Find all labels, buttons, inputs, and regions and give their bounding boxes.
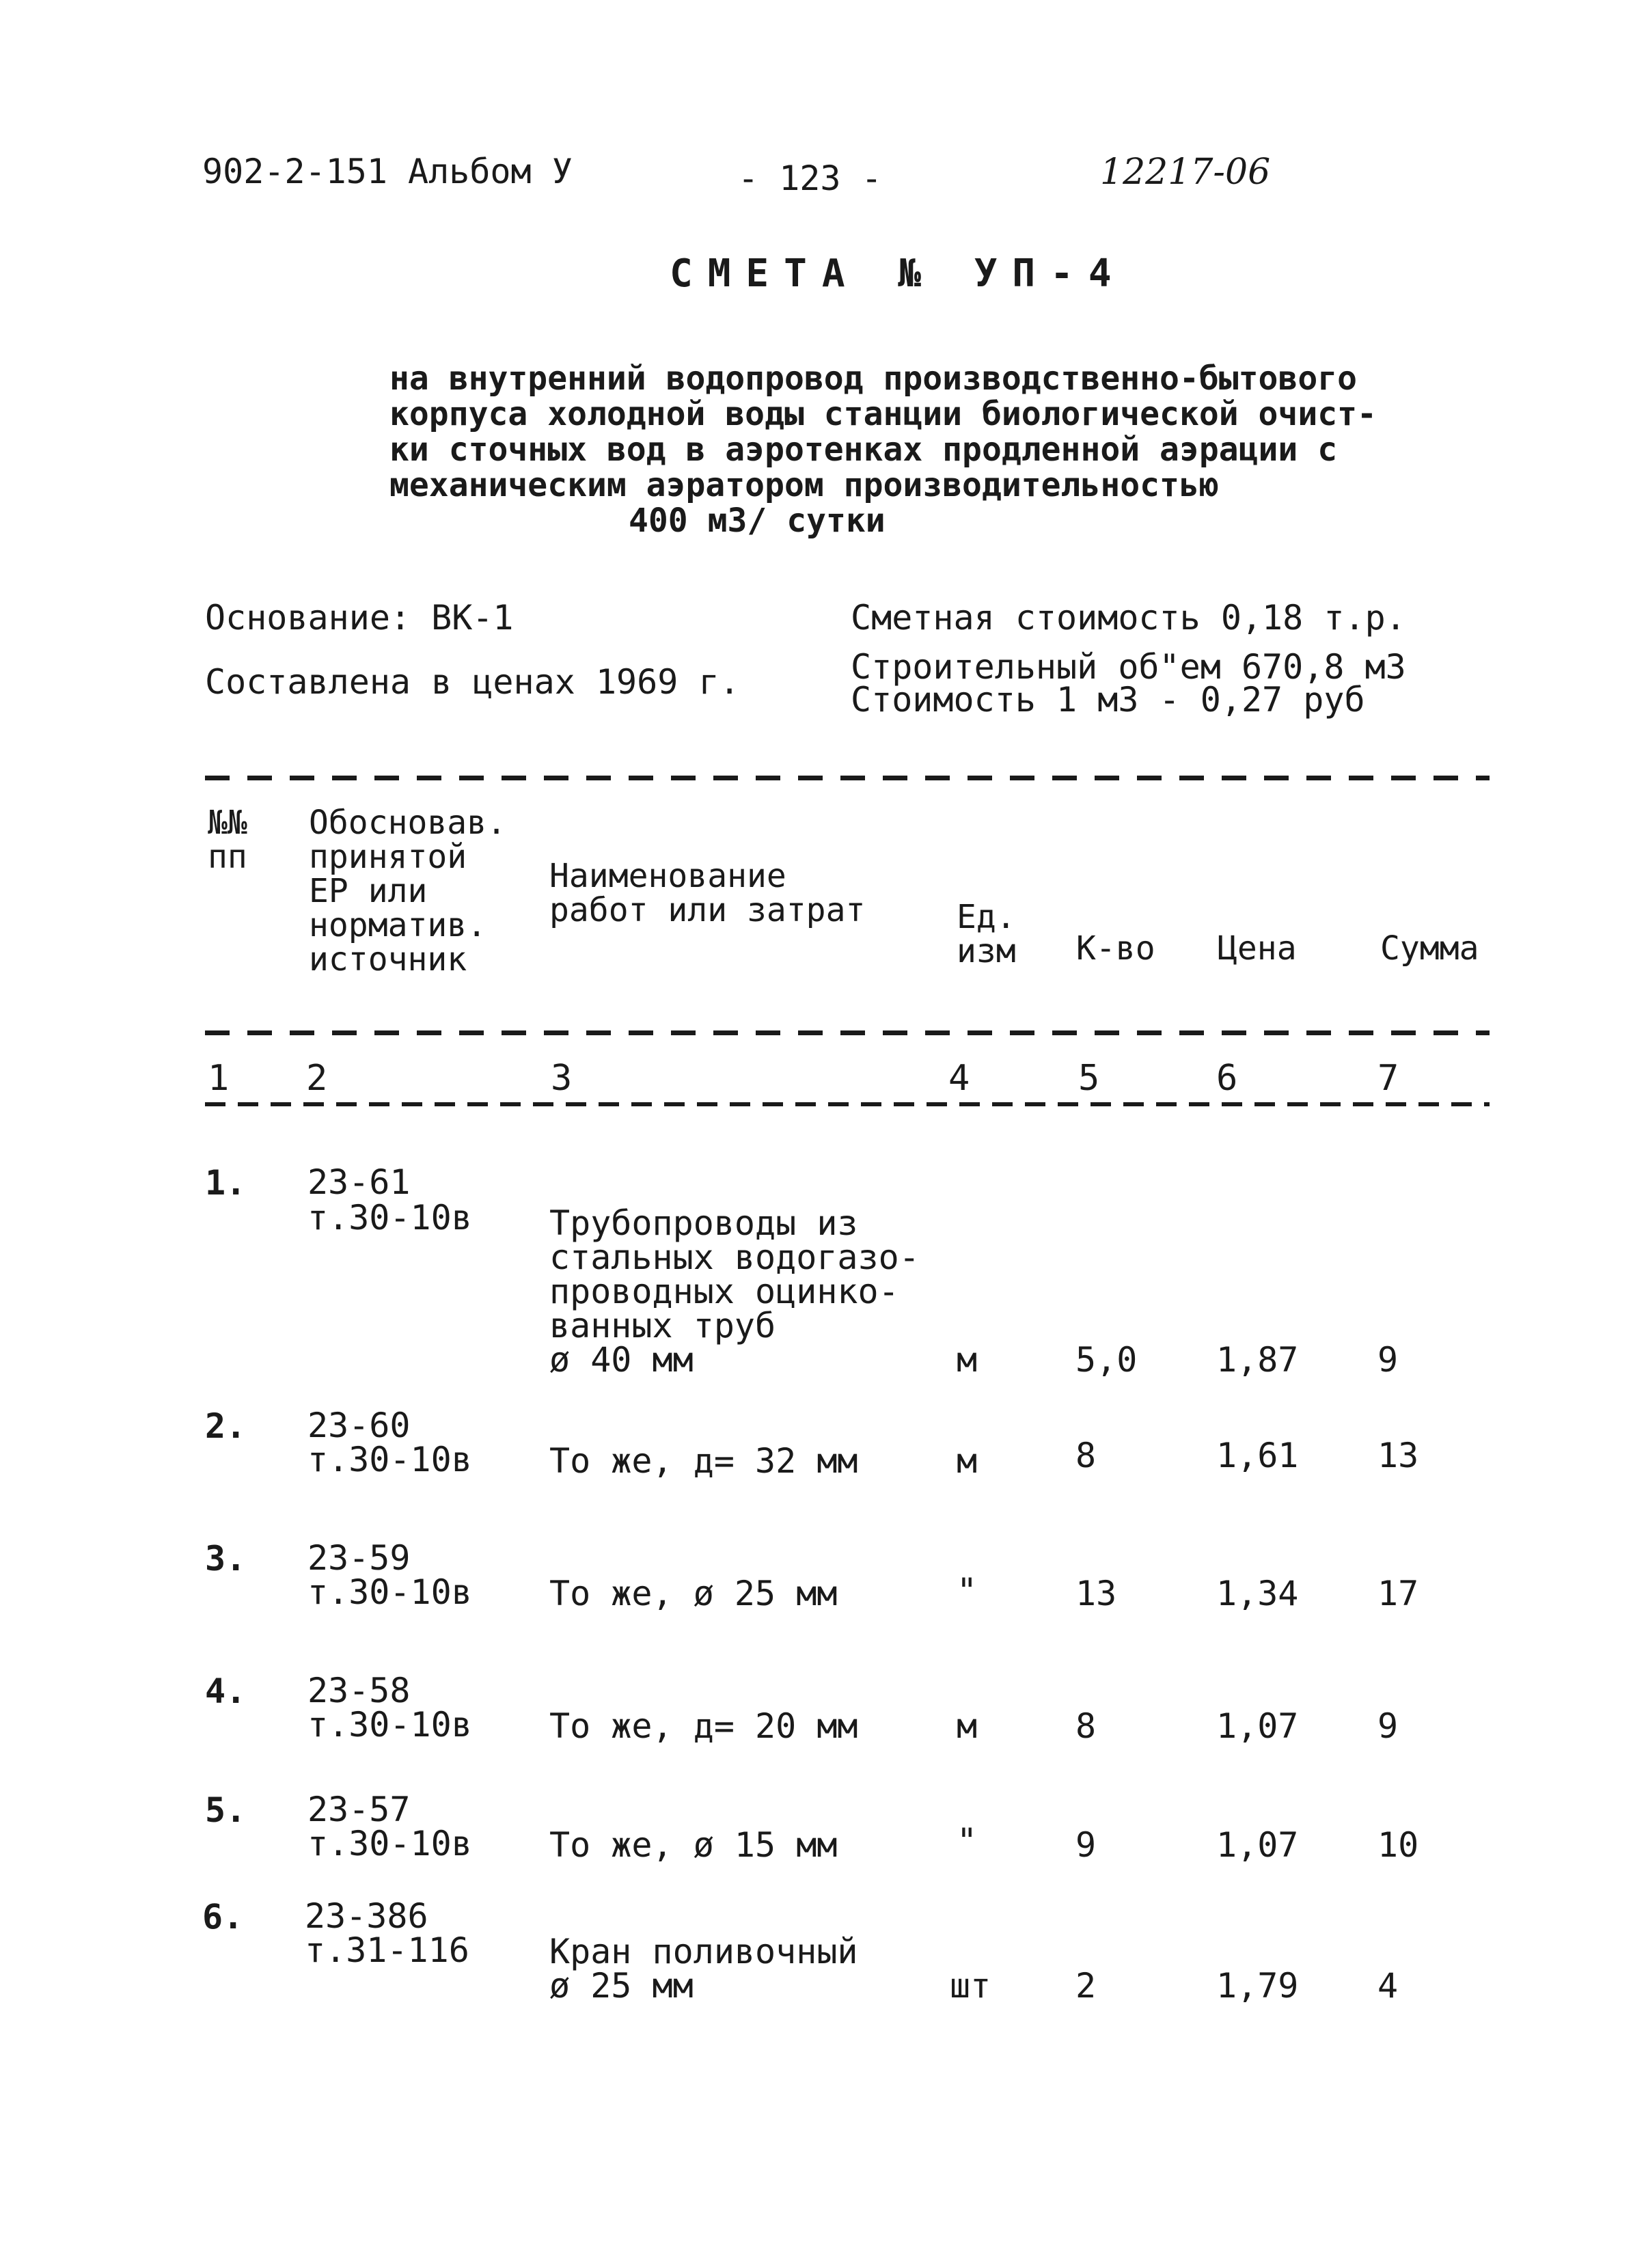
row-unit: м: [957, 1340, 978, 1380]
table-header-rule: [205, 1030, 1490, 1035]
row-name-line: То же, ø 25 мм: [549, 1574, 838, 1613]
column-number-5: 5: [1078, 1058, 1100, 1099]
column-number-6: 6: [1216, 1058, 1238, 1099]
description-line-4: механическим аэратором производительностью: [389, 466, 1219, 504]
column-number-4: 4: [948, 1058, 970, 1099]
row-quantity: 5,0: [1075, 1340, 1138, 1380]
row-quantity: 9: [1075, 1825, 1097, 1865]
row-price: 1,79: [1216, 1966, 1299, 2006]
header-basis-1: Обосновав.: [309, 804, 506, 842]
row-sum: 9: [1377, 1340, 1399, 1380]
row-price: 1,34: [1216, 1574, 1299, 1613]
description-line-5: 400 м3/ сутки: [629, 502, 886, 540]
unit-cost: Стоимость 1 м3 - 0,27 руб: [851, 680, 1365, 720]
header-name-1: Наименование: [549, 857, 786, 895]
row-name-line: Трубопроводы из: [549, 1203, 858, 1243]
price-level: Составлена в ценах 1969 г.: [205, 662, 740, 702]
row-basis-table: т.30-10в: [307, 1824, 472, 1863]
construction-volume: Строительный об"ем 670,8 м3: [851, 647, 1406, 687]
row-name-line: стальных водогазо-: [549, 1238, 920, 1277]
row-basis-table: т.30-10в: [307, 1440, 472, 1479]
row-sum: 17: [1377, 1574, 1419, 1613]
row-price: 1,07: [1216, 1706, 1299, 1746]
row-number: 2.: [205, 1406, 247, 1446]
row-basis-code: 23-386: [305, 1896, 428, 1936]
row-name-line: То же, д= 20 мм: [549, 1706, 858, 1746]
header-sum: Сумма: [1380, 929, 1479, 968]
document-reference: 902-2-151 Альбом У: [202, 152, 573, 191]
row-sum: 4: [1377, 1966, 1399, 2006]
row-unit: шт: [950, 1966, 991, 2006]
estimate-basis: Основание: ВК-1: [205, 598, 514, 638]
page-number: - 123 -: [738, 159, 882, 198]
row-quantity: 8: [1075, 1436, 1097, 1475]
estimated-cost: Сметная стоимость 0,18 т.р.: [851, 598, 1406, 638]
row-basis-code: 23-57: [307, 1790, 411, 1829]
column-number-7: 7: [1377, 1058, 1399, 1099]
row-price: 1,87: [1216, 1340, 1299, 1380]
column-number-3: 3: [551, 1058, 573, 1099]
row-unit: м: [957, 1706, 978, 1746]
row-price: 1,07: [1216, 1825, 1299, 1865]
row-name-line: То же, д= 32 мм: [549, 1441, 858, 1481]
handwritten-code: 12217-06: [1100, 152, 1271, 193]
row-unit: ": [957, 1821, 978, 1861]
row-basis-table: т.30-10в: [307, 1198, 472, 1238]
row-basis-table: т.30-10в: [307, 1572, 472, 1612]
header-basis-2: принятой: [309, 838, 467, 876]
table-top-rule: [205, 776, 1490, 780]
row-name-line: ø 25 мм: [549, 1966, 694, 2006]
estimate-title: СМЕТА № УП-4: [670, 251, 1127, 296]
row-sum: 9: [1377, 1706, 1399, 1746]
header-name-2: работ или затрат: [549, 891, 866, 929]
row-number: 5.: [205, 1790, 247, 1830]
row-basis-table: т.30-10в: [307, 1705, 472, 1745]
row-name-line: проводных оцинко-: [549, 1272, 899, 1311]
header-unit-2: изм: [957, 932, 1016, 970]
description-line-1: на внутренний водопровод производственно-бытового: [389, 359, 1358, 398]
row-basis-code: 23-59: [307, 1538, 411, 1578]
row-number: 3.: [205, 1539, 247, 1579]
row-name-line: То же, ø 15 мм: [549, 1825, 838, 1865]
row-quantity: 2: [1075, 1966, 1097, 2006]
row-name-line: ванных труб: [549, 1306, 776, 1345]
description-line-2: корпуса холодной воды станции биологической очист-: [389, 395, 1377, 433]
header-basis-3: ЕР или: [309, 872, 428, 910]
row-basis-code: 23-60: [307, 1406, 411, 1445]
row-unit: м: [957, 1441, 978, 1481]
header-num-1: №№: [208, 804, 247, 842]
header-qty: К-во: [1076, 929, 1155, 968]
column-number-2: 2: [306, 1058, 328, 1099]
row-basis-code: 23-61: [307, 1162, 411, 1202]
header-price: Цена: [1218, 929, 1297, 968]
header-num-2: пп: [208, 838, 247, 876]
column-numbers-rule: [205, 1102, 1490, 1106]
row-number: 1.: [205, 1163, 247, 1203]
row-quantity: 13: [1075, 1574, 1117, 1613]
row-sum: 10: [1377, 1825, 1419, 1865]
row-name-line: ø 40 мм: [549, 1340, 694, 1380]
row-sum: 13: [1377, 1436, 1419, 1475]
header-unit-1: Ед.: [957, 898, 1016, 936]
row-price: 1,61: [1216, 1436, 1299, 1475]
row-number: 6.: [202, 1897, 244, 1937]
row-name-line: Кран поливочный: [549, 1932, 858, 1971]
row-basis-table: т.31-116: [305, 1930, 469, 1970]
row-quantity: 8: [1075, 1706, 1097, 1746]
header-basis-5: источник: [309, 940, 467, 979]
row-number: 4.: [205, 1671, 247, 1711]
row-unit: ": [957, 1571, 978, 1611]
description-line-3: ки сточных вод в аэротенках продленной аэрации с: [389, 431, 1338, 469]
row-basis-code: 23-58: [307, 1671, 411, 1710]
header-basis-4: норматив.: [309, 906, 487, 944]
column-number-1: 1: [208, 1058, 230, 1099]
